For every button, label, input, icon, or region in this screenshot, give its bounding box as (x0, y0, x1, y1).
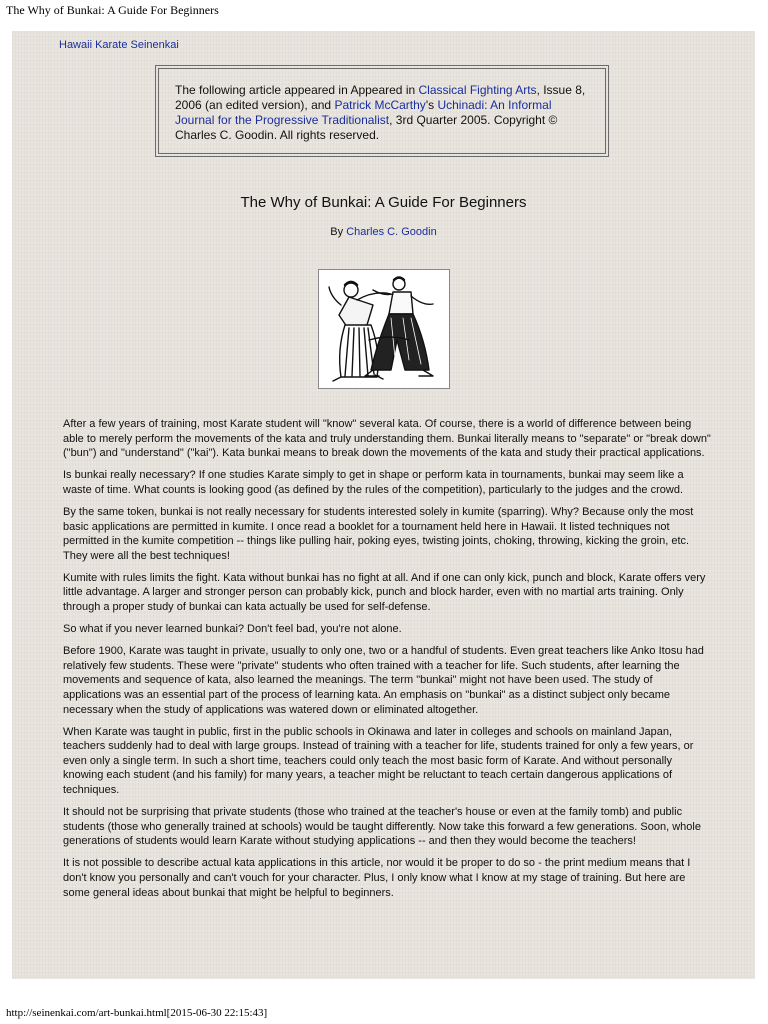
article-paragraph: Is bunkai really necessary? If one studies Karate simply to get in shape or perform kata in tournaments, bunkai may seem like a waste of time. What counts is looking good (as defined by the rules of the competition), particularly to the judges and the crowd. (63, 469, 684, 496)
article-page (12, 31, 755, 979)
karate-fighters-icon (319, 270, 449, 388)
notice-text-1: The following article appeared in Appeared in (175, 83, 419, 97)
byline-prefix: By (330, 226, 347, 238)
article-paragraph: Before 1900, Karate was taught in private, usually to only one, two or a handful of students. Even great teachers like Anko Itosu had relatively few students. These were "private" students who often trained with a teacher for life. Such students, after learning the movements and sequence of kata, also learned the meanings. The term "bunkai" might not have been used. The study of applications was an essential part of the process of learning kata. An emphasis on "bunkai" as a distinct subject only became necessary when the study of applications was watered down or eliminated altogether. (63, 645, 704, 716)
article-paragraph: By the same token, bunkai is not really necessary for students interested solely in kumite (sparring). Why? Because only the most basic applications are permitted in kumite. I once read a booklet for a tournament held here in Hawaii. It listed techniques not permitted in the kumite competition -- things like pulling hair, poking eyes, twisting joints, choking, throwing, kicking the groin, etc. They were all the best techniques! (63, 505, 694, 562)
uchinadi-journal-link[interactable]: Uchinadi: An Informal Journal for the Progressive Traditionalist (175, 98, 552, 127)
print-header: The Why of Bunkai: A Guide For Beginners (6, 3, 219, 17)
notice-text-3: 's (425, 98, 438, 112)
article-paragraph: It is not possible to describe actual kata applications in this article, nor would it be proper to do so - the print medium means that I don't know you personally and can't vouch for your character. Plus, I only know what I know at my stage of training. But here are some general ideas about bunkai that might be helpful to beginners. (63, 857, 691, 899)
print-footer-url: http://seinenkai.com/art-bunkai.html[2015-06-30 22:15:43] (6, 1007, 268, 1019)
notice-text-4: , 3rd Quarter 2005. Copyright © Charles C. Goodin. All rights reserved. (175, 113, 558, 142)
publication-notice-box (155, 65, 609, 157)
article-paragraph: Kumite with rules limits the fight. Kata without bunkai has no fight at all. And if one can only kick, punch and block, Karate offers very little advantage. A larger and stronger person can probably kick, punch and block harder, even with no martial arts training. Only through a proper study of bunkai can kata actually be used for self-defense. (63, 571, 706, 614)
author-link[interactable]: Charles C. Goodin (346, 226, 437, 238)
article-body (63, 417, 713, 908)
article-title: The Why of Bunkai: A Guide For Beginners (240, 194, 527, 211)
article-paragraph: So what if you never learned bunkai? Don't feel bad, you're not alone. (63, 623, 402, 636)
byline (12, 226, 755, 238)
article-paragraph: When Karate was taught in public, first in the public schools in Okinawa and later in colleges and schools on mainland Japan, teachers suddenly had to deal with large groups. Instead of training with a teacher for life, students trained for only a few years, or even only a single term. In such a short time, teachers could only teach the most basic form of Karate. And without personally knowing each student (and his family) for many years, a teacher might be reluctant to teach certain dangerous applications of techniques. (63, 725, 694, 797)
article-paragraph: After a few years of training, most Karate student will "know" several kata. Of course, there is a world of difference between being able to merely perform the movements of the kata and truly understanding them. Bunkai literally means to "separate" or "break down" ("bun") and "understand" ("kai"). Kata bunkai means to break down the movements of the kata and study their practical applications. (63, 418, 711, 460)
karate-fighters-illustration (318, 269, 450, 389)
publication-notice-text (158, 68, 606, 154)
patrick-mccarthy-link[interactable]: Patrick McCarthy (334, 98, 426, 112)
notice-text-2: , Issue 8, 2006 (an edited version), and (175, 83, 586, 112)
classical-fighting-arts-link[interactable]: Classical Fighting Arts (418, 83, 537, 97)
site-home-link[interactable]: Hawaii Karate Seinenkai (59, 39, 179, 51)
article-paragraph: It should not be surprising that private students (those who trained at the teacher's house or even at the family tomb) and public students (those who generally trained at schools) would be taught differently. Now take this forward a few generations. Soon, whole generations of students would learn Karate without studying applications -- and then they would become the teachers! (63, 806, 701, 848)
